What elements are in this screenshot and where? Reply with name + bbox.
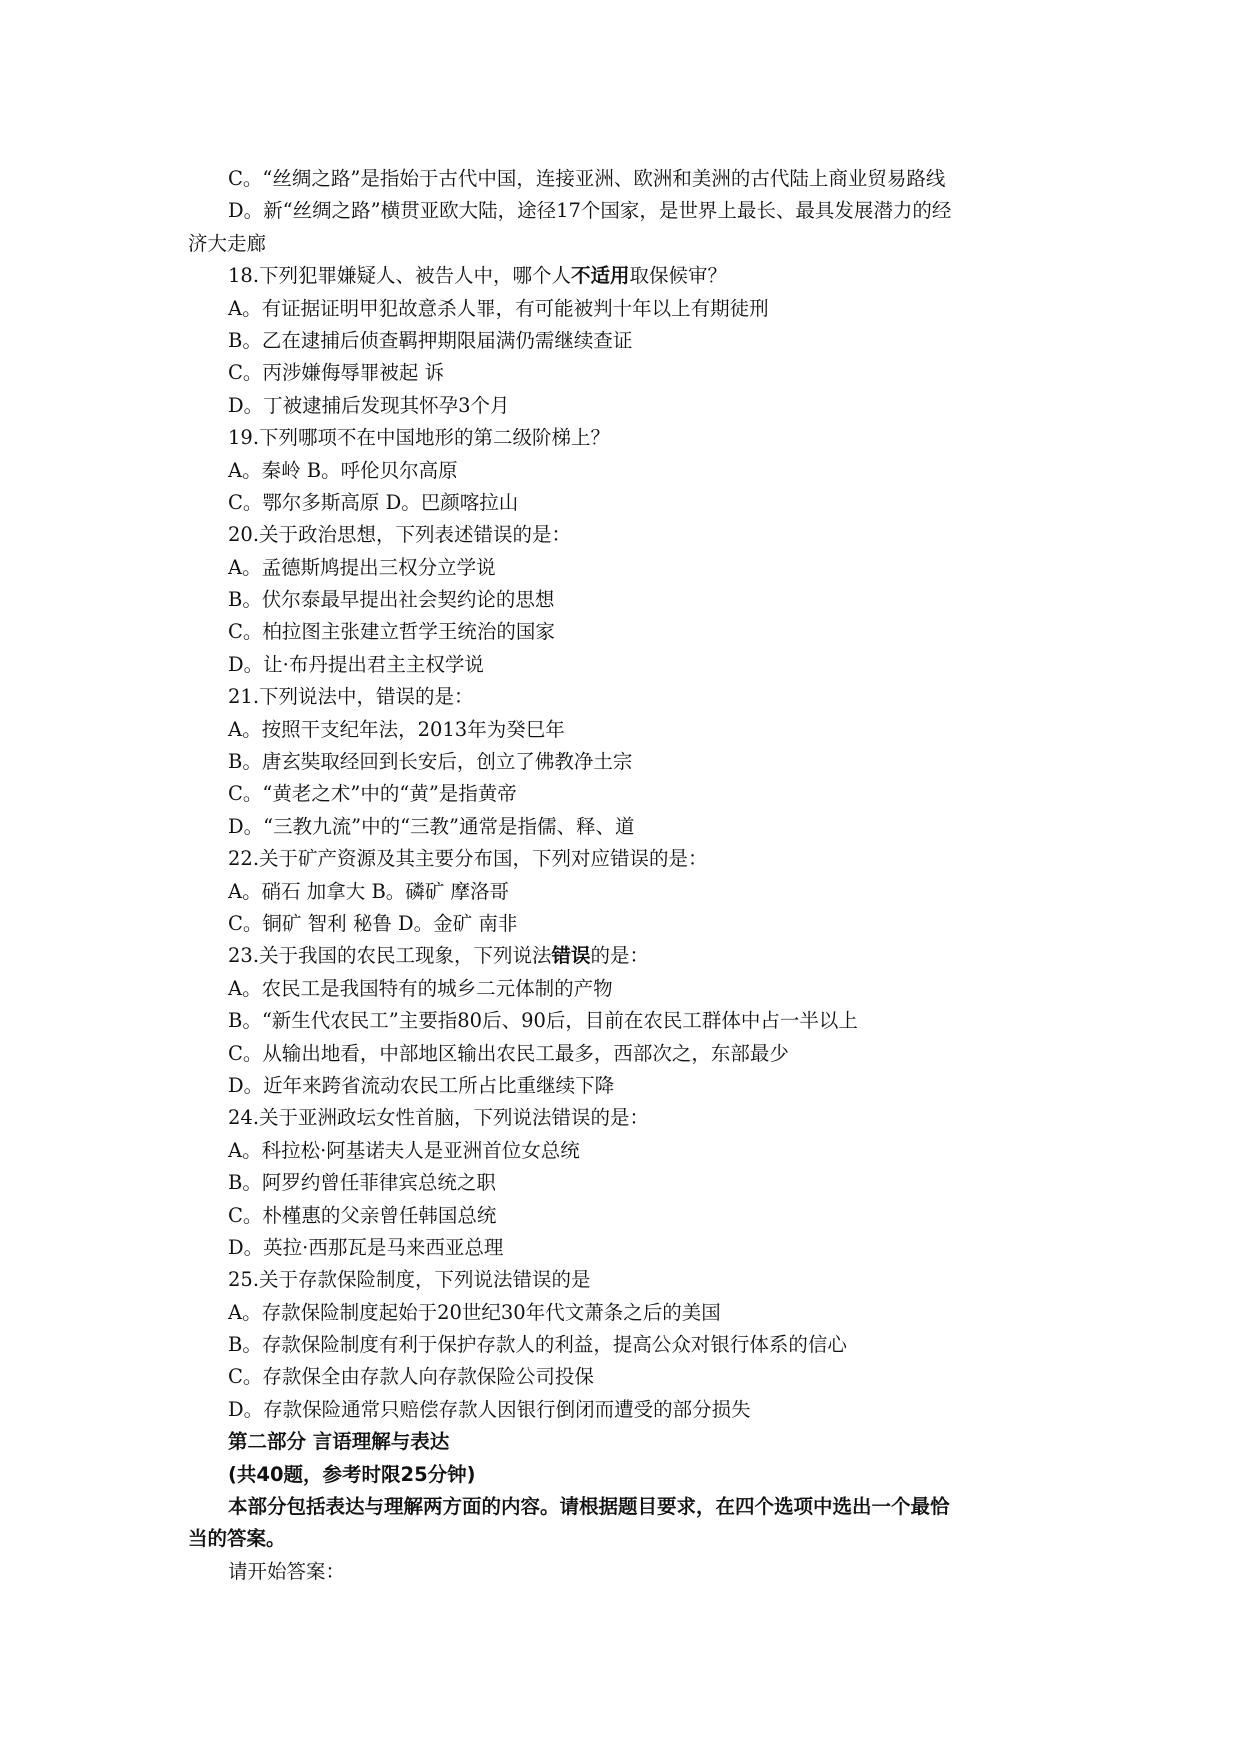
option-line: B。阿罗约曾任菲律宾总统之职 — [228, 1171, 496, 1195]
option-line: A。有证据证明甲犯故意杀人罪，有可能被判十年以上有期徒刑 — [228, 296, 769, 320]
option-line: C。鄂尔多斯高原 D。巴颜喀拉山 — [228, 490, 519, 514]
option-line: D。丁被逮捕后发现其怀孕3个月 — [228, 393, 510, 417]
question-23 — [188, 940, 1060, 972]
option-line: B。乙在逮捕后侦查羁押期限届满仍需继续查证 — [228, 328, 633, 352]
option-line: A。存款保险制度起始于20世纪30年代文萧条之后的美国 — [228, 1300, 721, 1324]
question-18 — [188, 260, 1060, 292]
option-line: A。硝石 加拿大 B。磷矿 摩洛哥 — [228, 879, 510, 903]
option-line: C。朴槿惠的父亲曾任韩国总统 — [228, 1203, 497, 1227]
section-subtitle: (共40题，参考时限25分钟) — [228, 1462, 476, 1486]
text-line-continuation: 济大走廊 — [188, 231, 267, 255]
option-line: C。从输出地看，中部地区输出农民工最多，西部次之，东部最少 — [228, 1041, 789, 1065]
text-line: D。新“丝绸之路”横贯亚欧大陆，途径17个国家，是世界上最长、最具发展潜力的经 — [228, 199, 952, 223]
option-line: B。伏尔泰最早提出社会契约论的思想 — [228, 588, 555, 612]
question-19: 19.下列哪项不在中国地形的第二级阶梯上？ — [228, 426, 611, 450]
option-line: C。柏拉图主张建立哲学王统治的国家 — [228, 620, 555, 644]
section-instructions: 本部分包括表达与理解两方面的内容。请根据题目要求，在四个选项中选出一个最恰 — [228, 1495, 950, 1519]
option-line: D。英拉·西那瓦是马来西亚总理 — [228, 1235, 504, 1259]
option-line: D。近年来跨省流动农民工所占比重继续下降 — [228, 1073, 615, 1097]
question-text: 的是： — [590, 944, 650, 968]
question-20: 20.关于政治思想，下列表述错误的是： — [228, 523, 572, 547]
option-line: D。“三教九流”中的“三教”通常是指儒、释、道 — [228, 814, 635, 838]
option-line: D。让·布丹提出君主主权学说 — [228, 652, 484, 676]
start-prompt: 请开始答案： — [228, 1559, 346, 1583]
option-line: B。存款保险制度有利于保护存款人的利益，提高公众对银行体系的信心 — [228, 1333, 847, 1357]
option-line: A。科拉松·阿基诺夫人是亚洲首位女总统 — [228, 1138, 580, 1162]
question-text: 23.关于我国的农民工现象，下列说法 — [228, 944, 552, 968]
option-line: C。铜矿 智利 秘鲁 D。金矿 南非 — [228, 911, 518, 935]
question-text: 取保候审？ — [629, 264, 728, 288]
text-line: C。“丝绸之路”是指始于古代中国，连接亚洲、欧洲和美洲的古代陆上商业贸易路线 — [228, 167, 946, 190]
section-title: 第二部分 言语理解与表达 — [228, 1430, 450, 1454]
question-25: 25.关于存款保险制度，下列说法错误的是 — [228, 1268, 591, 1292]
document-page — [188, 163, 1060, 1588]
option-line: C。“黄老之术”中的“黄”是指黄帝 — [228, 782, 517, 806]
option-line: A。农民工是我国特有的城乡二元体制的产物 — [228, 976, 613, 1000]
option-line: C。存款保全由存款人向存款保险公司投保 — [228, 1365, 594, 1389]
section-instructions-continuation: 当的答案。 — [188, 1527, 286, 1551]
emphasis-text: 错误 — [551, 944, 591, 968]
emphasis-text: 不适用 — [571, 264, 630, 288]
question-21: 21.下列说法中，错误的是： — [228, 685, 474, 709]
option-line: D。存款保险通常只赔偿存款人因银行倒闭而遭受的部分损失 — [228, 1397, 751, 1421]
option-line: A。秦岭 B。呼伦贝尔高原 — [228, 458, 458, 482]
option-line: A。按照干支纪年法，2013年为癸巳年 — [228, 717, 565, 741]
option-line: A。孟德斯鸠提出三权分立学说 — [228, 555, 496, 579]
question-text: 18.下列犯罪嫌疑人、被告人中，哪个人 — [228, 264, 572, 288]
question-24: 24.关于亚洲政坛女性首脑，下列说法错误的是： — [228, 1106, 650, 1130]
option-line: B。“新生代农民工”主要指80后、90后，目前在农民工群体中占一半以上 — [228, 1009, 858, 1033]
question-22: 22.关于矿产资源及其主要分布国，下列对应错误的是： — [228, 847, 708, 871]
option-line: B。唐玄奘取经回到长安后，创立了佛教净土宗 — [228, 750, 633, 774]
option-line: C。丙涉嫌侮辱罪被起 诉 — [228, 361, 445, 385]
